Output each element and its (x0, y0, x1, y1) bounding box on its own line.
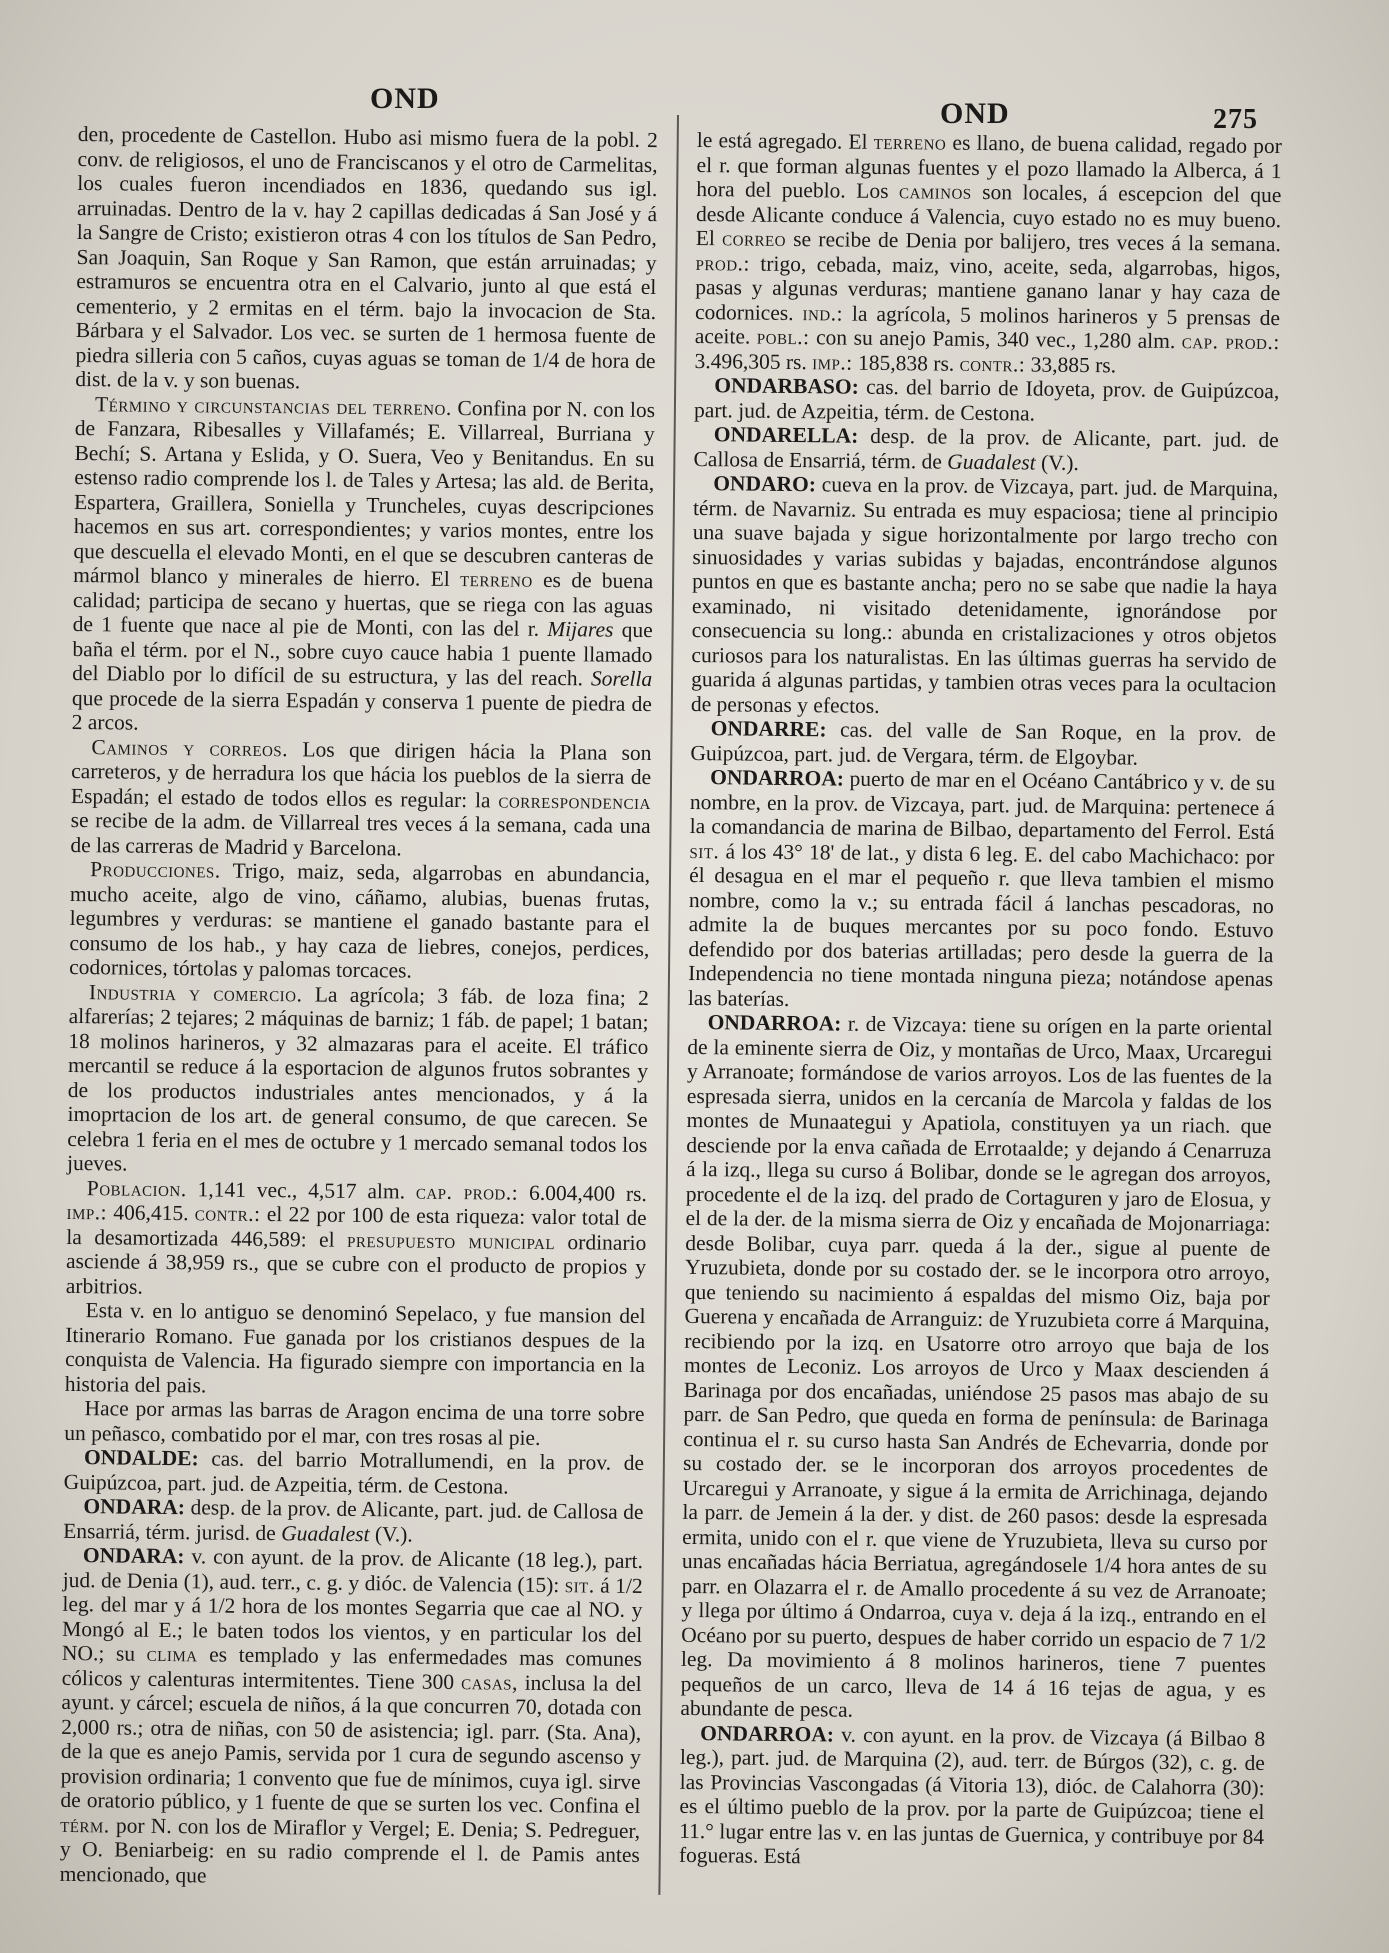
entry-text: r. de Vizcaya: tiene su orígen en la parte oriental de la eminente sierra de Oiz, y montañas de Urco, Maax, Urcaregui y Arranoate; formándose de varios arroyos. Los de las fuentes de la espresada sierra, unidos en la cercanía de Marcola y faldas de los montes de Munaategui y Apatiola, constituyen ya un riach. que desciende por la enva cañada de Errotaalde; y dejando á Cenarruza á la izq., llega su curso á Bolibar, donde se le agregan dos arroyos, procedente el de la izq. del prado de Cortaguren y jaro de Elosua, y el de la der. de la misma sierra de Oiz y encañada de Mojonarriaga: desde Bolibar, cuya parr. queda á la der., sigue al puente de Yruzubieta, donde por su costado der. se le incorpora otro arroyo, que teniendo su nacimiento á espaldas del mismo Oiz, baja por Guerena y encañada de Arranguiz: de Yruzubieta corre á Marquina, recibiendo por la izq. en Usatorre otro arroyo que baja de los montes de Leconiz. Los arroyos de Urco y Maax descienden á Barinaga por dos encañadas, uniéndose 25 pasos mas abajo de su parr. de San Pedro, que queda en forma de península: de Barinaga continua el r. su curso hasta San Andrés de Echevarria, donde por su costado der. se le incorporan dos arroyos procedentes de Urcaregui y Arranoate, y sigue á la ermita de Arrichinaga, dejando la parr. de Jemein á la der. y dist. de 260 pasos: desde la espresada ermita, unido con el r. que viene de Yruzubieta, lleva su curso por unas encañadas hácia Berriatua, agregándosele 1/4 hora antes de su parr. en Olazarra el r. de Amallo procedente á su vez de Arranoate; y llega por último á Ondarroa, cuya v. deja á la izq., entrando en el Océano por su puerto, despues de haber corrido un espacio de 7 1/2 leg. Da movimiento á 8 molinos harineros, tiene 7 puentes pequeños de un carco, lleva de 14 á 16 tejas de agua, y es abundante de pesca. (680, 1011, 1273, 1722)
place-name: Guadalest (281, 1520, 370, 1546)
entry-text: desp. de la prov. de Alicante, part. jud. de Callosa de Ensarriá, térm. jurisd. de (63, 1495, 644, 1545)
paragraph-arms: Hace por armas las barras de Aragon encima de una torre sobre un peñasco, combatido por el mar, con tres rosas al pie. (64, 1396, 645, 1450)
entry-text: v. con ayunt. en la prov. de Vizcaya (á Bilbao 8 leg.), part. jud. de Marquina (2), aud. terr. de Búrgos (32), c. g. de las Provincias Vascongadas (á Vitoria 13), dióc. de Calahorra (30): es el último pueblo de la prov. por la parte de Guipúzcoa; tiene el 11.° lugar entre las v. en las juntas de Guernica, y contribuye por 84 fogueras. Está (678, 1722, 1266, 1869)
keyword: clima (146, 1641, 198, 1667)
text-run: 185,838 rs. (852, 350, 960, 376)
text-run: se recibe de Denia por balijero, tres veces á la semana. (785, 226, 1281, 257)
entry-name: ONDARELLA: (713, 422, 859, 448)
text-run: la agrícola, 5 molinos harineros y 5 prensas de aceite. (694, 301, 1281, 349)
text-run: 33,885 rs. (1025, 351, 1117, 377)
keyword: imp.: (66, 1199, 108, 1225)
entry-ondaro (691, 471, 1279, 722)
paragraph-poblacion (66, 1175, 647, 1304)
paragraph-termino (72, 391, 656, 740)
entry-ondarre (690, 716, 1275, 771)
page-number: 275 (1213, 104, 1258, 135)
keyword: terreno (459, 567, 533, 592)
right-column (679, 128, 1282, 1874)
text-run: que procede de la sierra Espadán y conserva 1 puente de piedra de 2 arcos. (71, 685, 653, 735)
entry-name: ONDARROA: (707, 1010, 842, 1036)
entry-text: cas. del valle de San Roque, en la prov. de Guipúzcoa, part. jud. de Vergara, térm. de Elgoybar. (690, 717, 1276, 770)
entry-name: ONDARBASO: (714, 373, 859, 399)
keyword: térm. (60, 1812, 110, 1837)
keyword: presupuesto municipal (346, 1227, 556, 1254)
section-heading: Poblacion. (86, 1175, 187, 1201)
entry-text: cas. del barrio Motrallumendi, en la prov. de Guipúzcoa, part. jud. de Azpeitia, térm. de Cestona. (63, 1446, 645, 1499)
entry-name: ONDARA: (83, 1494, 186, 1520)
text-run: trigo, cebada, maiz, vino, aceite, seda, algarrobas, higos, pasas y algunas verduras; mantiene ganano lanar y hay caza de codornices. (694, 251, 1281, 325)
entry-text: puerto de mar en el Océano Cantábrico y v. de su nombre, en la prov. de Vizcaya, part. jud. de Marquina: pertenece á la comandancia de marina de Bilbao, departamento del Ferrol. Está (689, 766, 1276, 845)
text-run: se recibe de la adm. de Villarreal tres veces á la semana, cada una de las carreras de Madrid y Barcelona. (70, 807, 651, 860)
entry-ondarbaso (694, 373, 1279, 428)
text-run: es de buena calidad; participa de secano y huertas, que se riega con las aguas de 1 fuente que nace al pie de Monti, con las del r. (72, 567, 654, 641)
text-run: 406,415. (106, 1200, 195, 1226)
section-heading: Producciones. (90, 857, 221, 883)
section-heading: Caminos y correos. (91, 734, 289, 761)
entry-text: desp. de la prov. de Alicante, part. jud. de Callosa de Ensarriá, térm. de (693, 423, 1279, 474)
keyword: sit. (564, 1572, 595, 1597)
keyword: imp.: (812, 349, 853, 375)
keyword: caminos (898, 179, 972, 204)
keyword: casas (461, 1669, 513, 1695)
text-run: Los que dirigen hácia la Plana son carreteros, y de herradura los que hácia los pueblos de la sierra de Espadán; el estado de todos ellos es regular: la (70, 736, 652, 812)
keyword: correspondencia (498, 787, 652, 814)
column-divider (658, 115, 679, 1895)
running-header-right: OND (940, 97, 1010, 130)
keyword: cap. prod.: (1181, 329, 1280, 355)
keyword: correo (722, 226, 787, 251)
text-run: son locales, á escepcion del que desde Alicante conduce á Valencia, cuyo estado no es muy bueno. El (695, 179, 1282, 251)
text-run: 6.004,400 rs. (518, 1180, 647, 1206)
entry-name: ONDARO: (713, 471, 817, 497)
entry-text: (V.). (1035, 450, 1079, 475)
text-run: que baña el térm. por el N., sobre cuyo cauce habia 1 puente llamado del Diablo por lo difícil de su estructura, y las del reach. (72, 617, 653, 691)
paragraph-caminos (70, 734, 651, 863)
paragraph-history: Esta v. en lo antiguo se denominó Sepelaco, y fue mansion del Itinerario Romano. Fue ganada por los cristianos despues de la conquista de Valencia. Ha figurado siempre con importancia en la historia del pais. (64, 1298, 646, 1397)
text-run: Trigo, maiz, seda, algarrobas en abundancia, mucho aceite, algo de vino, cáñamo, alubias, buenas frutas, legumbres y verduras: se mantiene el ganado bastante para el consumo de los hab., y hay caza de liebres, conejos, perdices, codornices, tórtolas y palomas torcaces. (69, 858, 651, 983)
keyword: sit. (689, 838, 720, 863)
keyword: cap. prod.: (415, 1179, 519, 1205)
paragraph-producciones (69, 857, 650, 986)
keyword: contr.: (959, 351, 1026, 376)
paragraph-ondara-continued (694, 128, 1282, 379)
text-run: el 22 por 100 de esta riqueza: valor total de la desamortizada 446,589: el (66, 1201, 647, 1252)
running-header-left: OND (370, 82, 440, 115)
left-column (60, 122, 658, 1892)
entry-ondarroa-river (680, 1010, 1272, 1727)
entry-text: cas. del barrio de Idoyeta, prov. de Guipúzcoa, part. jud. de Azpeitia, térm. de Cestona. (693, 374, 1280, 426)
entry-text: es templado y las enfermedades mas comunes cólicos y calenturas intermitentes. Tiene 300 (61, 1642, 643, 1694)
text-run: ordinario asciende á 38,959 rs., que se cubre con el producto de propios y arbitrios. (65, 1229, 647, 1299)
text-run: Confina por N. con los de Fanzara, Ribesalles y Villafamés; E. Villarreal, Burriana y Bechí; S. Artana y Eslida, y O. Suera, Veo y Benitandus. En su estenso radio comprende los l. de Tales y Artesa; las ald. de Berita, Espartera, Graillera, Soniella y Truncheles, cuyas descripciones hacemos en sus art. correspondientes; y varios montes, entre los que descuella el elevado Monti, en el que se descubren canteras de mármol blanco y minerales de hierro. El (73, 395, 656, 592)
entry-text: á 1/2 leg. del mar y á 1/2 hora de los montes Segarria que cae al NO. y Mongó al E.; le baten todos los vientos, y en particular los del NO.; su (61, 1572, 643, 1666)
entry-text: cueva en la prov. de Vizcaya, part. jud. de Marquina, térm. de Navarniz. Su entrada es muy espaciosa; tiene al principio una suave bajada y sigue horizontalmente por largo trecho con sinuosidades y varias subidas y bajadas, encontrándose algunos puntos en que es bastante ancha; pero no se sabe que nadie la haya examinado, ni visitado detenidamente, ignorándose por consecuencia su long.: abunda en cristalizaciones y otros objetos curiosos para los naturalistas. En las últimas guerras ha servido de guarida á algunas partidas, y tambien otras veces para la ocultacion de personas y efectos. (690, 472, 1279, 718)
text-run: con su anejo Pamis, 340 vec., 1,280 alm. (809, 325, 1182, 354)
entry-ondara-desp (63, 1494, 643, 1549)
entry-ondarella (693, 422, 1278, 477)
text-run: le está agregado. El (696, 128, 874, 154)
entry-name: ONDALDE: (83, 1445, 199, 1471)
keyword: pobl.: (756, 324, 810, 350)
river-name: Sorella (590, 666, 653, 692)
entry-name: ONDARA: (82, 1543, 185, 1569)
entry-text: por N. con los de Miraflor y Vergel; E. Denia; S. Pedreguer, y O. Beniarbeig: en su radio comprende el l. de Pamis antes mencionado, que (59, 1812, 641, 1887)
paragraph-convents: den, procedente de Castellon. Hubo asi mismo fuera de la pobl. 2 conv. de religiosos, el uno de Franciscanos y el otro de Carmelitas, los cuales fueron incendiados en 1836, quedando sus igl. arruinadas. Dentro de la v. hay 2 capillas dedicadas á San José y á la Sangre de Cristo; existieron otras 4 con los títulos de San Pedro, San Joaquin, San Roque y San Ramon, que están arruinadas; y estramuros se encuentra otra en el Calvario, junto al que está el cementerio, y 2 ermitas en el térm. bajo la invocacion de Sta. Bárbara y el Salvador. Los vec. se surten de 1 hermosa fuente de piedra silleria con 5 caños, cuyas aguas se toman de 1/4 de hora de dist. de la v. y son buenas. (75, 122, 658, 394)
entry-name: ONDARROA: (700, 1720, 835, 1747)
river-name: Mijares (547, 616, 614, 642)
section-heading: Industria y comercio. (88, 979, 303, 1006)
keyword: prod.: (695, 250, 751, 276)
text-run: La agrícola; 3 fáb. de loza fina; 2 alfarerías; 2 tejares; 2 máquinas de barniz; 1 fáb. de papel; 1 batan; 18 molinos harineros, y 32 almazaras para el aceite. El tráfico mercantil se reduce á la esportacion de algunos frutos sobrantes y de los productos industriales antes mencionados, y á la imoprtacion de los art. de general consumo, de que carecen. Se celebra 1 feria en el mes de octubre y 1 mercado semanal todos los jueves. (66, 981, 649, 1176)
text-run: 3.496,305 rs. (694, 348, 813, 374)
text-run: 1,141 vec., 4,517 alm. (186, 1176, 417, 1204)
entry-text: á los 43° 18' de lat., y dista 6 leg. E. del cabo Machichaco: por él desagua en el mar el pequeño r. que lleva tambien el mismo nombre, como la v.; su entrada fácil á lanchas pescadoras, no admite la de buques mercantes por su poco fondo. Estuvo defendido por dos baterias artilladas; pero desde la guerra de la Independencia no tiene montada ninguna pieza; notándose apenas las baterías. (687, 838, 1275, 1011)
entry-name: ONDARRE: (710, 716, 827, 742)
section-heading: Término y circunstancias del terreno. (94, 391, 452, 420)
entry-text: , inclusa la del ayunt. y cárcel; escuela de niños, á la que concurren 70, dotada con 2,000 rs.; otra de niñas, con 50 de asistencia; igl. parr. (Sta. Ana), de la que es anejo Pamis, servida por 1 cura de segundo ascenso y provision ordinaria; 1 convento que fue de mínimos, cuya igl. sirve de oratorio público, y 1 fuente de que se surten los vec. Confina el (60, 1670, 642, 1818)
entry-ondara-villa (60, 1543, 644, 1892)
entry-ondarroa-villa (679, 1720, 1266, 1873)
entry-ondalde (64, 1445, 644, 1500)
entry-text: v. con ayunt. de la prov. de Alicante (18 leg.), part. jud. de Denia (1), aud. terr., c. g. y dióc. de Valencia (15): (62, 1544, 644, 1597)
entry-text: (V.). (369, 1521, 413, 1547)
entry-name: ONDARROA: (710, 765, 845, 791)
entry-ondarroa-port (688, 765, 1276, 1016)
keyword: contr.: (194, 1201, 261, 1226)
paragraph-industria (67, 979, 649, 1181)
place-name: Guadalest (947, 449, 1036, 475)
keyword: ind.: (802, 300, 844, 326)
keyword: terreno (873, 129, 947, 155)
text-run: es llano, de buena calidad, regado por el r. que forman algunas fuentes y el pozo llamado la Alberca, á 1 hora del pueblo. Los (696, 130, 1282, 204)
